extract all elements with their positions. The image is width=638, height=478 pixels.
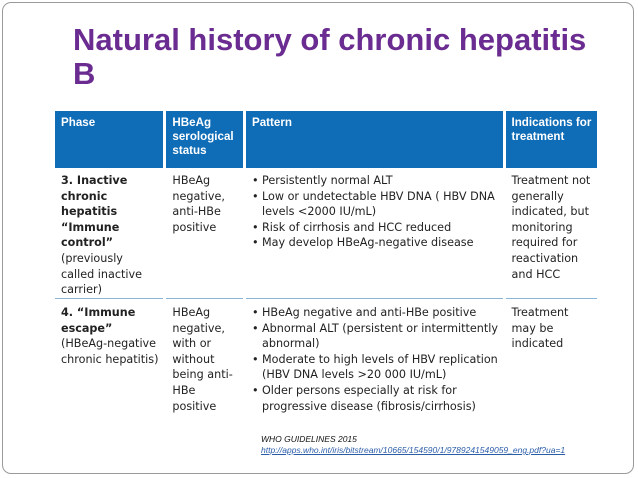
status-cell: HBeAg negative, anti-HBe positive (172, 174, 225, 234)
phase-cell (55, 300, 163, 428)
pattern-item: • May develop HBeAg-negative disease (252, 235, 499, 251)
header-phase: Phase (55, 111, 163, 168)
phase-cell (55, 168, 163, 298)
pattern-item: • Persistently normal ALT (252, 173, 499, 189)
pattern-cell (246, 300, 503, 428)
phase-name: 4. “Immune escape” (61, 306, 136, 335)
phase-note: (HBeAg-negative chronic hepatitis) (61, 337, 159, 366)
table-row (55, 300, 597, 428)
status-cell: HBeAg negative, with or without being anti-HBe positive (172, 306, 233, 413)
table-header-row (55, 111, 597, 168)
indication-cell: Treatment not generally indicated, but monitoring required for reactivation and HCC (511, 174, 591, 281)
header-pattern: Pattern (246, 111, 503, 168)
phase-name: 3. Inactive chronic hepatitis “Immune control” (61, 174, 128, 250)
pattern-item: • Moderate to high levels of HBV replication (HBV DNA levels >20 000 IU/mL) (252, 352, 499, 383)
pattern-item: • HBeAg negative and anti-HBe positive (252, 305, 499, 321)
pattern-item: • Abnormal ALT (persistent or intermittently abnormal) (252, 321, 499, 352)
hepatitis-table (55, 111, 597, 428)
source-link[interactable]: http://apps.who.int/iris/bitstream/10665/154590/1/9789241549059_eng.pdf?ua=1 (261, 445, 566, 455)
phase-note: (previously called inactive carrier) (61, 251, 142, 297)
source-label: WHO GUIDELINES 2015 (261, 434, 357, 444)
source-citation (261, 434, 565, 456)
pattern-item: • Risk of cirrhosis and HCC reduced (252, 220, 499, 236)
slide-title: Natural history of chronic hepatitis B (73, 22, 587, 91)
header-indications: Indications for treatment (506, 111, 598, 168)
pattern-item: • Older persons especially at risk for progressive disease (fibrosis/cirrhosis) (252, 383, 499, 414)
header-serological-status: HBeAg serological status (166, 111, 243, 168)
pattern-cell (246, 168, 503, 298)
pattern-list (252, 305, 499, 414)
pattern-list (252, 173, 499, 251)
pattern-item: • Low or undetectable HBV DNA ( HBV DNA levels <2000 IU/mL) (252, 189, 499, 220)
slide (2, 2, 634, 474)
indication-cell: Treatment may be indicated (511, 306, 569, 351)
table-row (55, 168, 597, 298)
